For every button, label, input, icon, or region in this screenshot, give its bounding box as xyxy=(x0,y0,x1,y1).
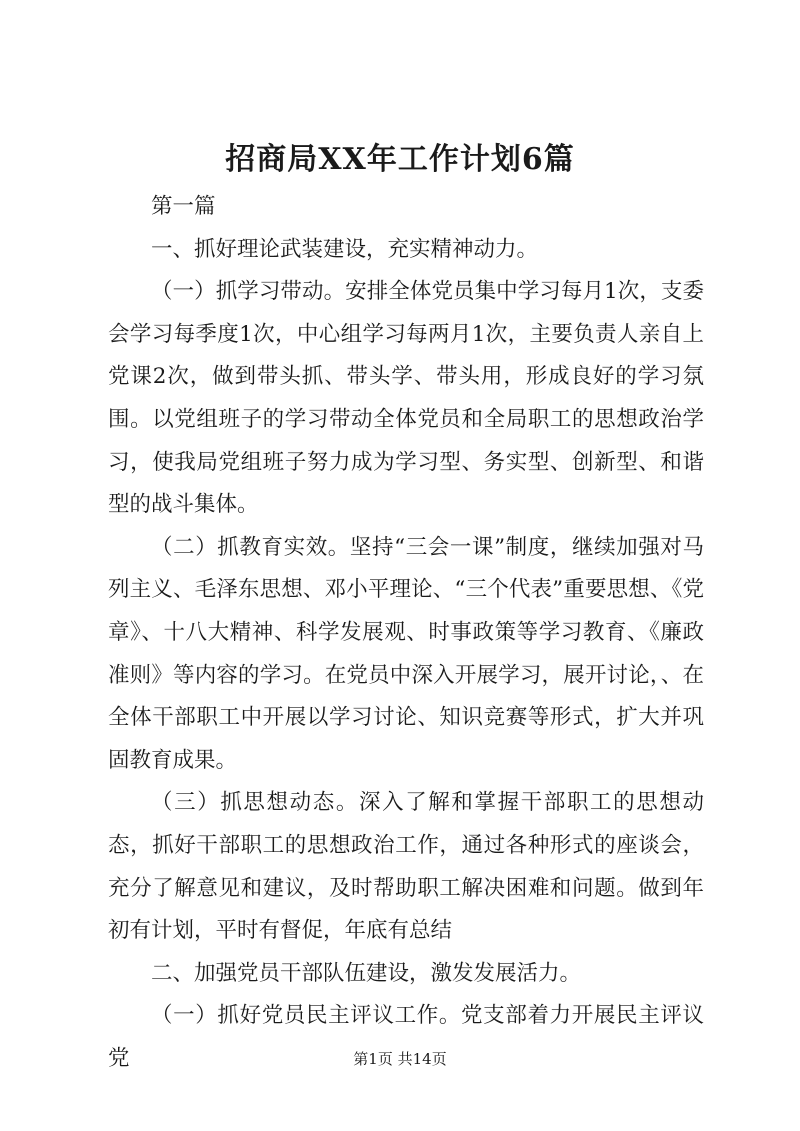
page-number-footer: 第1页 共14页 xyxy=(353,1050,447,1068)
body-paragraph: （二）抓教育实效。坚持“三会一课”制度，继续加强对马列主义、毛泽东思想、邓小平理论、“三个代表”重要思想、《党章》、十八大精神、科学发展观、时事政策等学习教育、《廉政准则》等内容的学习。在党员中深入开展学习，展开讨论，、在全体干部职工中开展以学习讨论、知识竞赛等形式，扩大并巩固教育成果。 xyxy=(108,534,704,773)
body-paragraph: （一）抓学习带动。安排全体党员集中学习每月1次，支委会学习每季度1次，中心组学习每两月1次，主要负责人亲自上党课2次，做到带头抓、带头学、带头用，形成良好的学习氛围。以党组班子的学习带动全体党员和全局职工的思想政治学习，使我局党组班子努力成为学习型、务实型、创新型、和谐型的战斗集体。 xyxy=(108,279,704,518)
body-paragraph: （一）抓好党员民主评议工作。党支部着力开展民主评议党 xyxy=(108,1003,704,1071)
document-title: 招商局XX年工作计划6篇 xyxy=(225,142,575,177)
body-paragraph: （三）抓思想动态。深入了解和掌握干部职工的思想动态，抓好干部职工的思想政治工作，通过各种形式的座谈会，充分了解意见和建议，及时帮助职工解决困难和问题。做到年初有计划，平时有督促，年底有总结 xyxy=(108,790,704,944)
subsection-heading: 一、抓好理论武装建设，充实精神动力。 xyxy=(151,236,539,262)
section-heading: 第一篇 xyxy=(151,194,216,219)
subsection-heading: 二、加强党员干部队伍建设，激发发展活力。 xyxy=(151,960,582,986)
document-body xyxy=(108,186,704,1080)
